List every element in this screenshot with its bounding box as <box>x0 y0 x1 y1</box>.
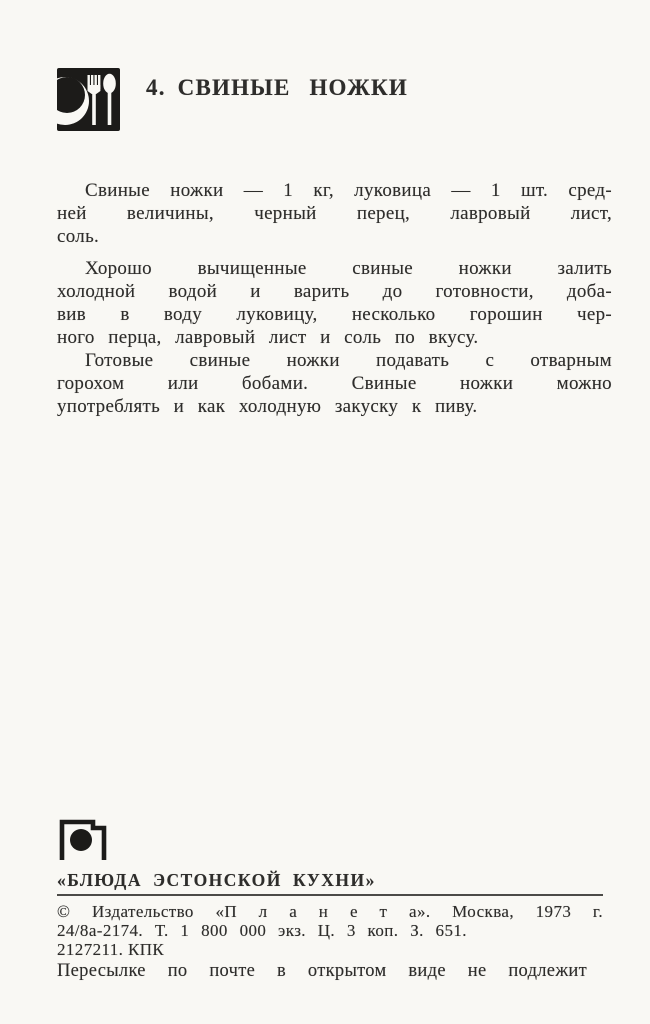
recipe-line: соль. <box>57 226 100 247</box>
recipe-line: вив в воду луковицу, несколько горошин чер- <box>57 304 612 325</box>
recipe-line: Готовые свиные ножки подавать с отварным <box>85 350 612 371</box>
plate-fork-spoon-icon <box>57 68 120 131</box>
planeta-publisher-logo <box>55 816 111 865</box>
recipe-number: 4. <box>146 75 166 100</box>
imprint-line: 24/8а-2174. Т. 1 800 000 экз. Ц. 3 коп. З. 651. <box>57 921 467 940</box>
recipe-header <box>57 68 408 131</box>
imprint-block <box>57 902 603 959</box>
divider-rule <box>57 894 603 896</box>
recipe-line: ней величины, черный перец, лавровый лист, <box>57 203 612 224</box>
serving-paragraph <box>57 349 612 418</box>
recipe-line: холодной водой и варить до готовности, доба- <box>57 281 612 302</box>
recipe-body <box>57 179 612 418</box>
recipe-line: горохом или бобами. Свиные ножки можно <box>57 373 612 394</box>
recipe-line: ного перца, лавровый лист и соль по вкусу. <box>57 327 479 348</box>
recipe-line: Свиные ножки — 1 кг, луковица — 1 шт. сред- <box>85 180 612 201</box>
ingredients-paragraph <box>57 179 612 248</box>
preparation-paragraph <box>57 257 612 349</box>
postal-note: Пересылке по почте в открытом виде не подлежит <box>57 961 587 981</box>
series-title: «БЛЮДА ЭСТОНСКОЙ КУХНИ» <box>57 870 376 890</box>
recipe-line: употреблять и как холодную закуску к пиву. <box>57 396 478 417</box>
recipe-title <box>146 75 408 101</box>
recipe-title-text: СВИНЫЕ НОЖКИ <box>177 75 408 100</box>
imprint-line: 2127211. КПК <box>57 940 165 959</box>
imprint-line: © Издательство «П л а н е т а». Москва, 1973 г. <box>57 902 603 921</box>
recipe-line: Хорошо вычищенные свиные ножки залить <box>85 258 612 279</box>
